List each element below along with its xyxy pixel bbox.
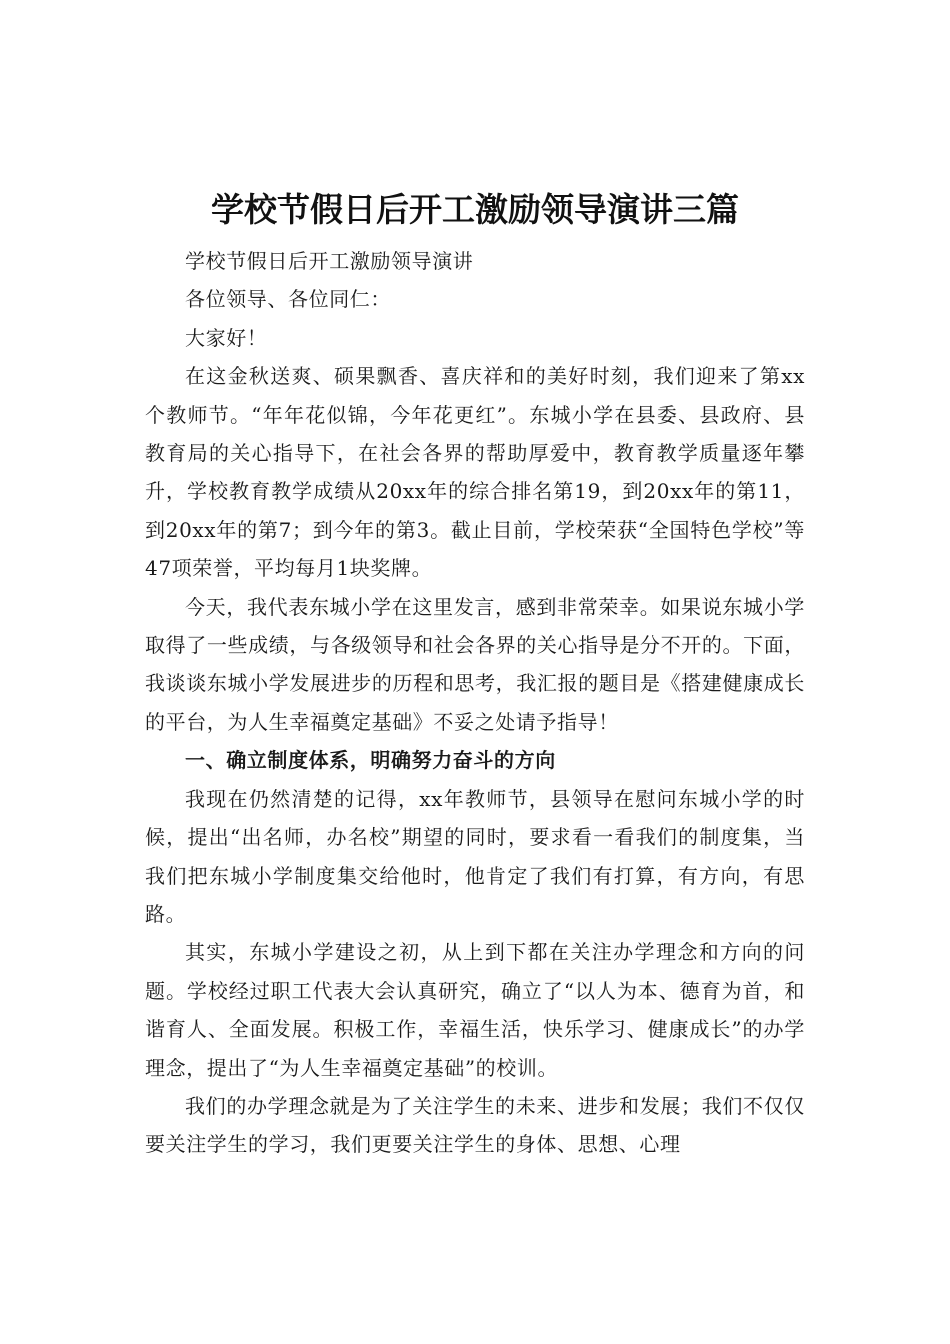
section-heading: 一、确立制度体系，明确努力奋斗的方向 [185, 748, 556, 773]
document-body [145, 242, 805, 1164]
paragraph-body: 我们的办学理念就是为了关注学生的未来、进步和发展；我们不仅仅要关注学生的学习，我们更要关注学生的身体、思想、心理 [145, 1093, 805, 1157]
paragraph-body: 我现在仍然清楚的记得，xx年教师节，县领导在慰问东城小学的时候，提出“出名师，办名校”期望的同时，要求看一看我们的制度集，当我们把东城小学制度集交给他时，他肯定了我们有打算，有方向，有思路。 [145, 786, 805, 926]
paragraph-body: 今天，我代表东城小学在这里发言，感到非常荣幸。如果说东城小学取得了一些成绩，与各级领导和社会各界的关心指导是分不开的。下面，我谈谈东城小学发展进步的历程和思考，我汇报的题目是《搭建健康成长的平台，为人生幸福奠定基础》不妥之处请予指导！ [145, 594, 805, 734]
paragraph-greeting: 大家好！ [185, 325, 268, 350]
paragraph-body: 其实，东城小学建设之初，从上到下都在关注办学理念和方向的问题。学校经过职工代表大会认真研究，确立了“以人为本、德育为首，和谐育人、全面发展。积极工作，幸福生活，快乐学习、健康成长”的办学理念，提出了“为人生幸福奠定基础”的校训。 [145, 940, 805, 1080]
paragraph-salutation: 各位领导、各位同仁： [185, 287, 391, 312]
document-title: 学校节假日后开工激励领导演讲三篇 [211, 190, 739, 229]
document-page [145, 180, 805, 1164]
paragraph-body: 在这金秋送爽、硕果飘香、喜庆祥和的美好时刻，我们迎来了第xx个教师节。“年年花似锦，今年花更红”。东城小学在县委、县政府、县教育局的关心指导下，在社会各界的帮助厚爱中，教育教学质量逐年攀升，学校教育教学成绩从20xx年的综合排名第19，到20xx年的第11，到20xx年的第7；到今年的第3。截止目前，学校荣获“全国特色学校”等47项荣誉，平均每月1块奖牌。 [145, 364, 805, 581]
paragraph-subtitle: 学校节假日后开工激励领导演讲 [185, 249, 474, 273]
